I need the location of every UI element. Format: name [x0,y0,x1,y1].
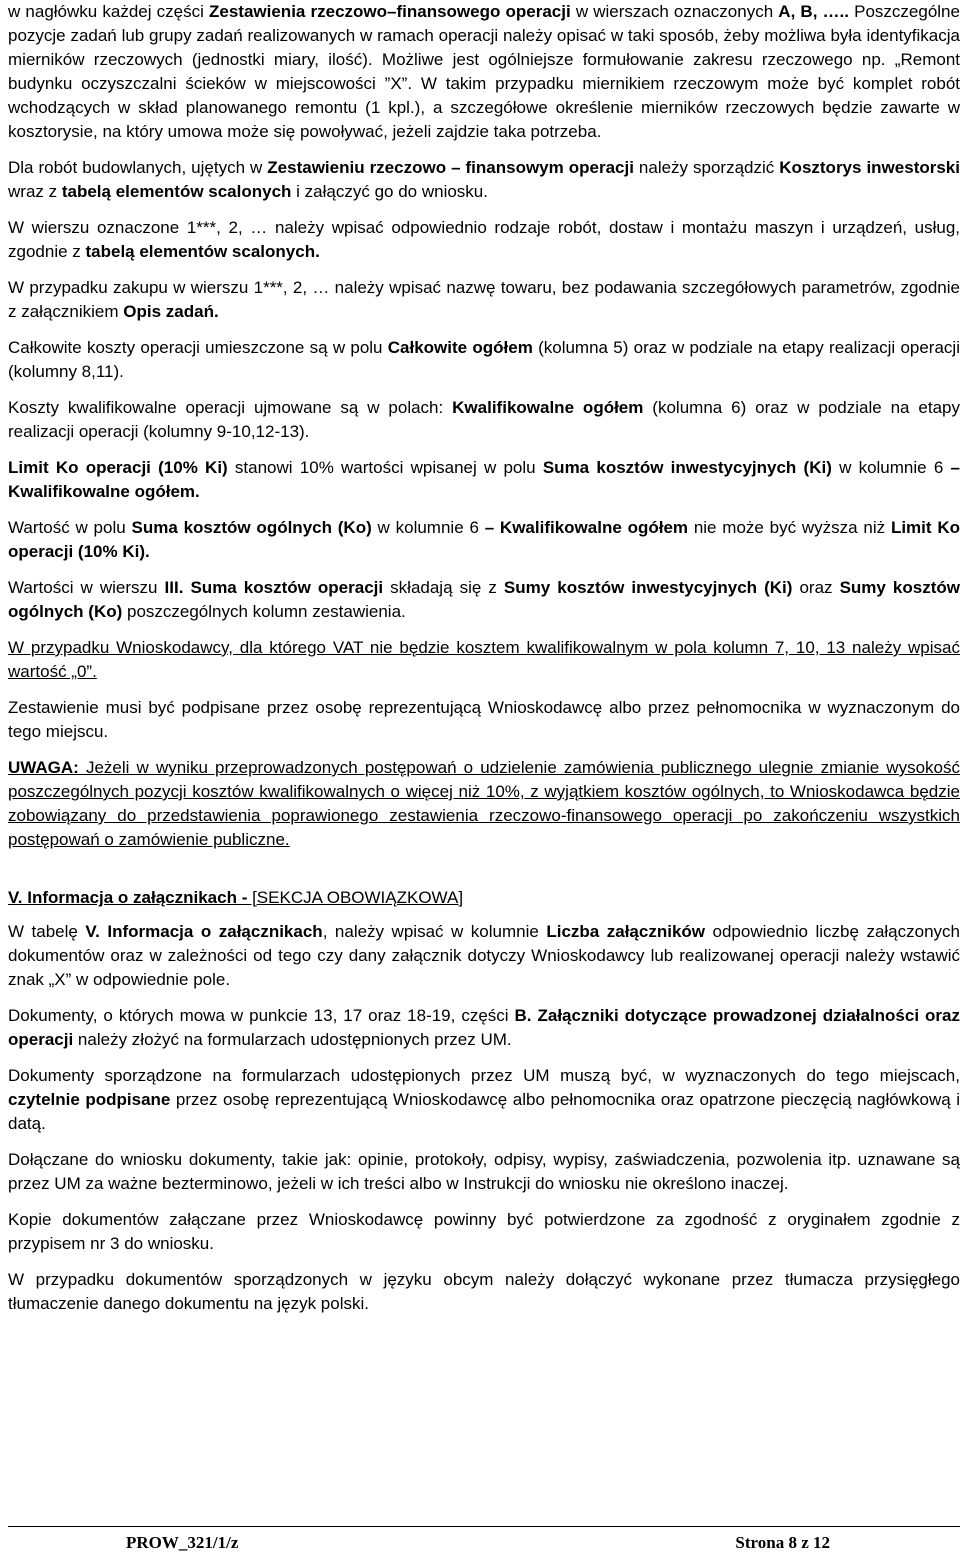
instructions-text [8,0,960,852]
text-run: Dołączane do wniosku dokumenty, takie jak: opinie, protokoły, odpisy, wypisy, zaświadczenia, pozwolenia itp. uznawane są przez UM za ważne bezterminowo, jeżeli w ich treści albo w Instrukcji do wniosku nie określono inaczej. [8,1150,960,1193]
bold-text: – Kwalifikowalne ogółem [484,518,689,537]
paragraph [8,516,960,564]
text-run: w nagłówku każdej części [8,2,209,21]
text-run: , należy wpisać w kolumnie [322,922,547,941]
text-run: Poszczególne pozycje zadań lub grupy zadań realizowanych w ramach operacji należy opisać w taki sposób, żeby możliwa była identyfikacja mierników rzeczowych (jednostki miary, ilość). Możliwe jest ogólniejsze formułowanie zakresu rzeczowego np. „Remont budynku oczyszczalni ścieków w miejscowości ”X”. W takim przypadku miernikiem rzeczowym może być komplet robót wchodzących w skład planowanego remontu (1 kpl.), a szczegółowe określenie mierników rzeczowych będzie zawarte w kosztorysie, na który umowa może się powoływać, jeżeli zajdzie taka potrzeba. [8,2,960,141]
paragraph [8,576,960,624]
text-run: Dla robót budowlanych, ujętych w [8,158,268,177]
bold-text: Zestawieniu rzeczowo – finansowym operacji [267,158,634,177]
text-run: W przypadku Wnioskodawcy, dla którego VAT nie będzie kosztem kwalifikowalnym w pola kolumn 7, 10, 13 należy wpisać wartość „0”. [8,638,960,681]
text-run: W tabelę [8,922,86,941]
text-run: Dokumenty, o których mowa w punkcie 13, 17 oraz 18-19, części [8,1006,515,1025]
text-run: oraz [792,578,840,597]
bold-text: Kwalifikowalne ogółem [452,398,644,417]
paragraph [8,156,960,204]
bold-text: tabelą elementów scalonych [61,182,292,201]
text-run: Wartości w wierszu [8,578,165,597]
bold-text: Limit Ko operacji (10% Ki). [8,518,960,561]
text-run: należy złożyć na formularzach udostępnionych przez UM. [73,1030,512,1049]
document-page [8,0,960,1328]
paragraph [8,696,960,744]
paragraph [8,216,960,264]
text-run: nie może być wyższa niż [688,518,891,537]
text-run: Dokumenty sporządzone na formularzach udostępionych przez UM muszą być, w wyznaczonych do tego miejscach, [8,1066,960,1085]
paragraph [8,336,960,384]
bold-text: Zestawienia rzeczowo–finansowego operacji [209,2,571,21]
text-run: W przypadku zakupu w wierszu 1***, 2, … należy wpisać nazwę towaru, bez podawania szczegółowych parametrów, zgodnie z załącznikiem [8,278,960,321]
bold-text: tabelą elementów scalonych. [85,242,320,261]
footer-divider [8,1526,960,1527]
section-heading [8,886,960,910]
page-footer [8,1533,830,1553]
text-run: należy sporządzić [633,158,780,177]
text-run: Jeżeli w wyniku przeprowadzonych postępowań o udzielenie zamówienia publicznego ulegnie zmianie wysokość poszczególnych pozycji kosztów kwalifikowalnych o więcej niż 10%, z wyjątkiem kosztów ogólnych, to Wnioskodawca będzie zobowiązany do przedstawienia poprawionego zestawienia rzeczowo-finansowego operacji po zakończeniu wszystkich postępowań o zamówienie publiczne. [8,758,960,849]
paragraph [8,0,960,144]
text-run: Koszty kwalifikowalne operacji ujmowane są w polach: [8,398,453,417]
bold-text: Suma kosztów inwestycyjnych (Ki) [542,458,832,477]
paragraph [8,1004,960,1052]
bold-text: Całkowite ogółem [387,338,533,357]
paragraph [8,1208,960,1256]
bold-text: Kosztorys inwestorski [779,158,960,177]
text-run: (kolumna 5) oraz w podziale na etapy realizacji operacji (kolumny 8,11). [8,338,960,381]
bold-text: Liczba załączników [546,922,706,941]
text-run: (kolumna 6) oraz w podziale na etapy realizacji operacji (kolumny 9-10,12-13). [8,398,960,441]
paragraph [8,756,960,852]
paragraph [8,920,960,992]
text-run: Kopie dokumentów załączane przez Wnioskodawcę powinny być potwierdzone za zgodność z oryginałem zgodnie z przypisem nr 3 do wniosku. [8,1210,960,1253]
text-run: w kolumnie 6 [831,458,951,477]
text-run: w wierszach oznaczonych [570,2,779,21]
paragraph [8,276,960,324]
bold-text: B. Załączniki dotyczące prowadzonej działalności oraz operacji [8,1006,960,1049]
paragraph [8,1064,960,1136]
paragraph [8,1268,960,1316]
bold-text: III. Suma kosztów operacji [164,578,384,597]
section-heading-rest: [SEKCJA OBOWIĄZKOWA] [247,888,464,907]
text-run: odpowiednio liczbę załączonych dokumentów oraz w zależności od tego czy dany załącznik dotyczy Wnioskodawcy lub realizowanej operacji należy wstawić znak „X” w odpowiednie pole. [8,922,960,989]
bold-text: V. Informacja o załącznikach [85,922,323,941]
section-heading-bold: V. Informacja o załącznikach - [8,888,248,907]
bold-text: Opis zadań. [123,302,219,321]
paragraph [8,456,960,504]
text-run: składają się z [383,578,504,597]
bold-text: Suma kosztów ogólnych (Ko) [131,518,372,537]
text-run: W przypadku dokumentów sporządzonych w języku obcym należy dołączyć wykonane przez tłumacza przysięgłego tłumaczenie danego dokumentu na język polski. [8,1270,960,1313]
text-run: w kolumnie 6 [371,518,485,537]
page-number: Strona 8 z 12 [735,1533,830,1552]
text-run: poszczególnych kolumn zestawienia. [122,602,406,621]
text-run: i załączyć go do wniosku. [291,182,488,201]
bold-text: – Kwalifikowalne ogółem. [8,458,960,501]
paragraph [8,1148,960,1196]
attachments-instructions [8,920,960,1316]
bold-text: Sumy kosztów ogólnych (Ko) [8,578,960,621]
bold-text: UWAGA: [8,758,79,777]
text-run: W wierszu oznaczone 1***, 2, … należy wpisać odpowiednio rodzaje robót, dostaw i montażu maszyn i urządzeń, usług, zgodnie z [8,218,960,261]
text-run: przez osobę reprezentującą Wnioskodawcę albo pełnomocnika oraz opatrzone pieczęcią nagłówkową i datą. [8,1090,960,1133]
bold-text: A, B, ….. [778,2,849,21]
document-code: PROW_321/1/z [126,1533,239,1552]
text-run: Zestawienie musi być podpisane przez osobę reprezentującą Wnioskodawcę albo przez pełnomocnika w wyznaczonym do tego miejscu. [8,698,960,741]
bold-text: czytelnie podpisane [8,1090,171,1109]
text-run: Całkowite koszty operacji umieszczone są w polu [8,338,388,357]
text-run: wraz z [8,182,62,201]
bold-text: Limit Ko operacji (10% Ki) [8,458,228,477]
paragraph [8,636,960,684]
text-run: stanowi 10% wartości wpisanej w polu [227,458,543,477]
bold-text: Sumy kosztów inwestycyjnych (Ki) [503,578,793,597]
paragraph [8,396,960,444]
text-run: Wartość w polu [8,518,132,537]
